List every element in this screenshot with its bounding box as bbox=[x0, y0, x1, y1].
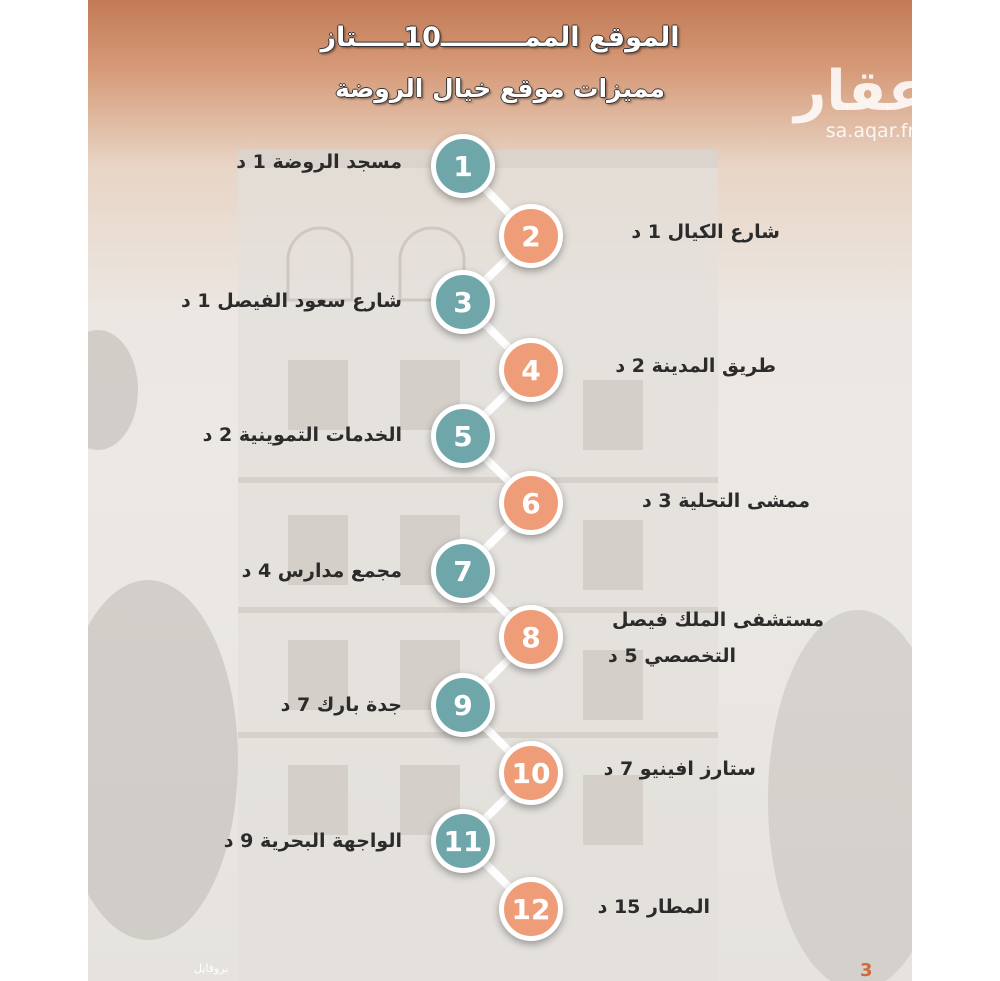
footer-brand: بروفايل bbox=[194, 962, 229, 975]
feature-number-9: 9 bbox=[431, 673, 495, 737]
feature-label-12: المطار 15 د bbox=[597, 896, 710, 918]
feature-number-10: 10 bbox=[499, 741, 563, 805]
page-title: الموقع الممـــــــــ10ـــــتاز bbox=[320, 22, 680, 53]
feature-number-3: 3 bbox=[431, 270, 495, 334]
feature-label-7: مجمع مدارس 4 د bbox=[241, 560, 402, 582]
feature-label-4: طريق المدينة 2 د bbox=[615, 355, 776, 377]
page-subtitle: مميزات موقع خيال الروضة bbox=[334, 74, 666, 103]
feature-label-10: ستارز افينيو 7 د bbox=[603, 758, 756, 780]
page-number: 3 bbox=[860, 960, 873, 981]
feature-number-6: 6 bbox=[499, 471, 563, 535]
feature-number-4: 4 bbox=[499, 338, 563, 402]
feature-label-9: جدة بارك 7 د bbox=[280, 694, 402, 716]
feature-label-8-line2: التخصصي 5 د bbox=[608, 645, 736, 667]
feature-label-8: مستشفى الملك فيصل bbox=[611, 609, 824, 631]
feature-label-1: مسجد الروضة 1 د bbox=[236, 151, 402, 173]
feature-number-7: 7 bbox=[431, 539, 495, 603]
feature-label-11: الواجهة البحرية 9 د bbox=[223, 830, 402, 852]
feature-label-5: الخدمات التموينية 2 د bbox=[202, 424, 402, 446]
feature-label-3: شارع سعود الفيصل 1 د bbox=[180, 290, 402, 312]
feature-label-6: ممشى التحلية 3 د bbox=[641, 490, 810, 512]
feature-number-1: 1 bbox=[431, 134, 495, 198]
feature-number-12: 12 bbox=[499, 877, 563, 941]
feature-number-5: 5 bbox=[431, 404, 495, 468]
feature-number-8: 8 bbox=[499, 605, 563, 669]
watermark-logo: عقار bbox=[794, 59, 926, 124]
aqar-watermark bbox=[794, 59, 926, 142]
feature-label-2: شارع الكيال 1 د bbox=[631, 221, 780, 243]
feature-number-2: 2 bbox=[499, 204, 563, 268]
watermark-domain: sa.aqar.fm bbox=[825, 120, 926, 142]
feature-number-11: 11 bbox=[431, 809, 495, 873]
